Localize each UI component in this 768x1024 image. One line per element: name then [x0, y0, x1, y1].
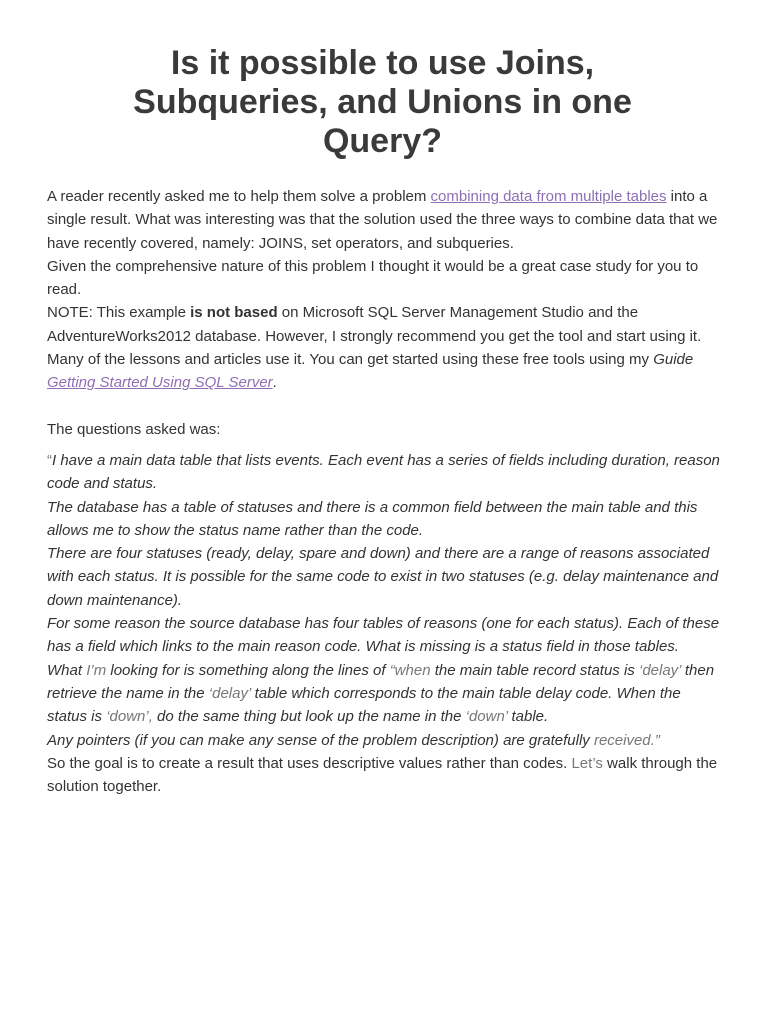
- closing-text: So the goal is to create a result that uses descriptive values rather than codes.: [47, 754, 572, 772]
- guide-label: Guide: [653, 351, 694, 369]
- getting-started-link[interactable]: Getting Started Using SQL Server: [47, 374, 273, 392]
- quote-5-part: ‘delay’: [638, 661, 681, 679]
- case-study-paragraph: Given the comprehensive nature of this problem I thought it would be a great case study for you to read.: [47, 257, 699, 299]
- article-body: [47, 185, 722, 798]
- quote-paragraph-4: For some reason the source database has four tables of reasons (one for each status). Each of these has a field which links to the main reason code. What is missing is a status field in those tables.: [47, 615, 720, 656]
- quote-paragraph-6: [47, 729, 722, 752]
- quote-6-part: received.”: [593, 731, 660, 749]
- quote-paragraph-2: The database has a table of statuses and there is a common field between the main table and this allows me to show the status name rather than the code.: [47, 498, 698, 539]
- quote-6-part: Any pointers (if you can make any sense of the problem description) are gratefully: [47, 731, 594, 749]
- quote-5-part: do the same thing but look up the name in the: [152, 708, 466, 726]
- intro-text: A reader recently asked me to help them solve a problem: [47, 188, 431, 205]
- quote-5-part: What: [47, 661, 87, 679]
- quote-5-part: ‘down’,: [106, 708, 153, 726]
- closing-text-end: walk through the solution together.: [47, 754, 718, 796]
- quote-5-part: then retrieve the name in the: [47, 661, 715, 702]
- quote-5-part: I’m: [86, 661, 107, 679]
- intro-text-continued: into a single result. What was interesting was that the solution used the three ways to combine data that we have recently covered, namely: JOINS, set operators, and subqueries.: [47, 188, 718, 252]
- note-paragraph: [47, 301, 722, 394]
- quote-text-1: I have a main data table that lists events. Each event has a series of fields including duration, reason code and status.: [47, 451, 720, 493]
- quote-5-part: table which corresponds to the main table delay code. When the status is: [47, 684, 681, 726]
- note-text: NOTE: This example: [47, 304, 191, 322]
- quote-paragraph-5: [47, 659, 722, 729]
- quote-5-part: ‘down’: [465, 708, 508, 726]
- note-end: .: [272, 374, 277, 392]
- quote-paragraph-1: [47, 449, 722, 496]
- reader-question-quote: [47, 449, 722, 752]
- quote-5-part: “when: [389, 661, 431, 679]
- intro-paragraph: [47, 185, 722, 255]
- page-title: Is it possible to use Joins, Subqueries, and Unions in one Query?: [133, 44, 632, 160]
- quote-5-part: ‘delay’: [208, 684, 251, 702]
- combining-data-link[interactable]: combining data from multiple tables: [430, 188, 667, 205]
- quote-5-part: looking for is something along the lines of: [106, 661, 390, 679]
- closing-paragraph: [47, 752, 722, 799]
- note-bold-text: is not based: [190, 304, 278, 322]
- quote-5-part: table.: [507, 708, 549, 726]
- quote-paragraph-3: There are four statuses (ready, delay, spare and down) and there are a range of reasons associated with each status. It is possible for the same code to exist in two statuses (e.g. delay maintenance and down maintenance).: [47, 545, 719, 609]
- note-text-continued: on Microsoft SQL Server Management Studio and the AdventureWorks2012 database. However, I strongly recommend you get the tool and start using it. Many of the lessons and articles use it. You can get started using these free tools using my: [47, 304, 702, 369]
- spacer: [47, 395, 722, 418]
- closing-text-gray: Let’s: [571, 754, 603, 772]
- quote-5-part: the main table record status is: [430, 661, 639, 679]
- question-intro: The questions asked was:: [47, 420, 221, 438]
- open-quote-mark: “: [47, 451, 52, 469]
